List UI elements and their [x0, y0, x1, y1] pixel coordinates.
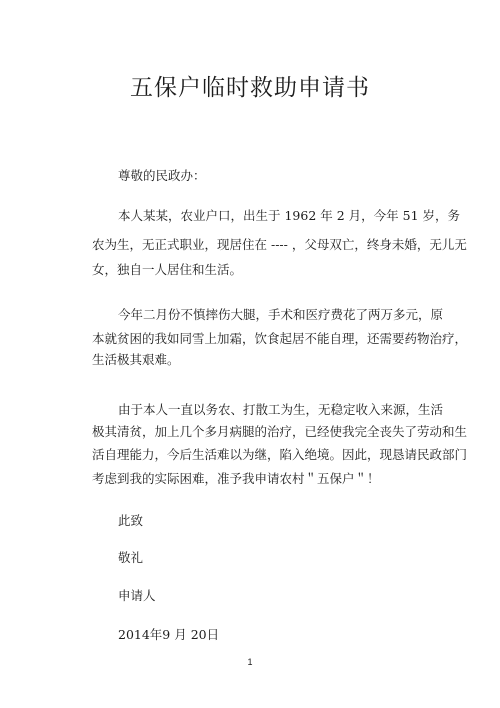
- paragraph-1-line-2: 农为生，无正式职业，现居住在 ---- ，父母双亡，终身未婚，无儿无: [92, 237, 467, 252]
- paragraph-2-line-2: 本就贫困的我如同雪上加霜，饮食起居不能自理，还需要药物治疗，: [92, 331, 468, 346]
- closing-jingli: 敬礼: [118, 550, 144, 565]
- paragraph-3-line-4: 考虑到我的实际困难，准予我申请农村＂五保户＂！: [92, 471, 380, 486]
- applicant-label: 申请人: [118, 588, 156, 603]
- paragraph-1-line-1: 本人某某，农业户口，出生于 1962 年 2 月，今年 51 岁，务: [118, 208, 461, 223]
- paragraph-1-line-3: 女，独自一人居住和生活。: [92, 262, 243, 277]
- paragraph-2-line-1: 今年二月份不慎摔伤大腿，手术和医疗费花了两万多元，原: [118, 307, 444, 322]
- closing-cizhi: 此致: [118, 513, 144, 528]
- paragraph-2-line-3: 生活极其艰难。: [92, 352, 180, 367]
- paragraph-3-line-3: 活自理能力，今后生活难以为继，陷入绝境。因此，现恳请民政部门: [92, 447, 468, 462]
- application-date: 2014年9 月 20日: [118, 627, 220, 642]
- salutation: 尊敬的民政办：: [118, 168, 206, 183]
- paragraph-3-line-2: 极其清贫，加上几个多月病腿的治疗，已经使我完全丧失了劳动和生: [92, 424, 468, 439]
- page-number: 1: [247, 657, 253, 667]
- paragraph-3-line-1: 由于本人一直以务农、打散工为生，无稳定收入来源，生活: [118, 402, 444, 417]
- page-title: 五保户临时救助申请书: [130, 75, 370, 101]
